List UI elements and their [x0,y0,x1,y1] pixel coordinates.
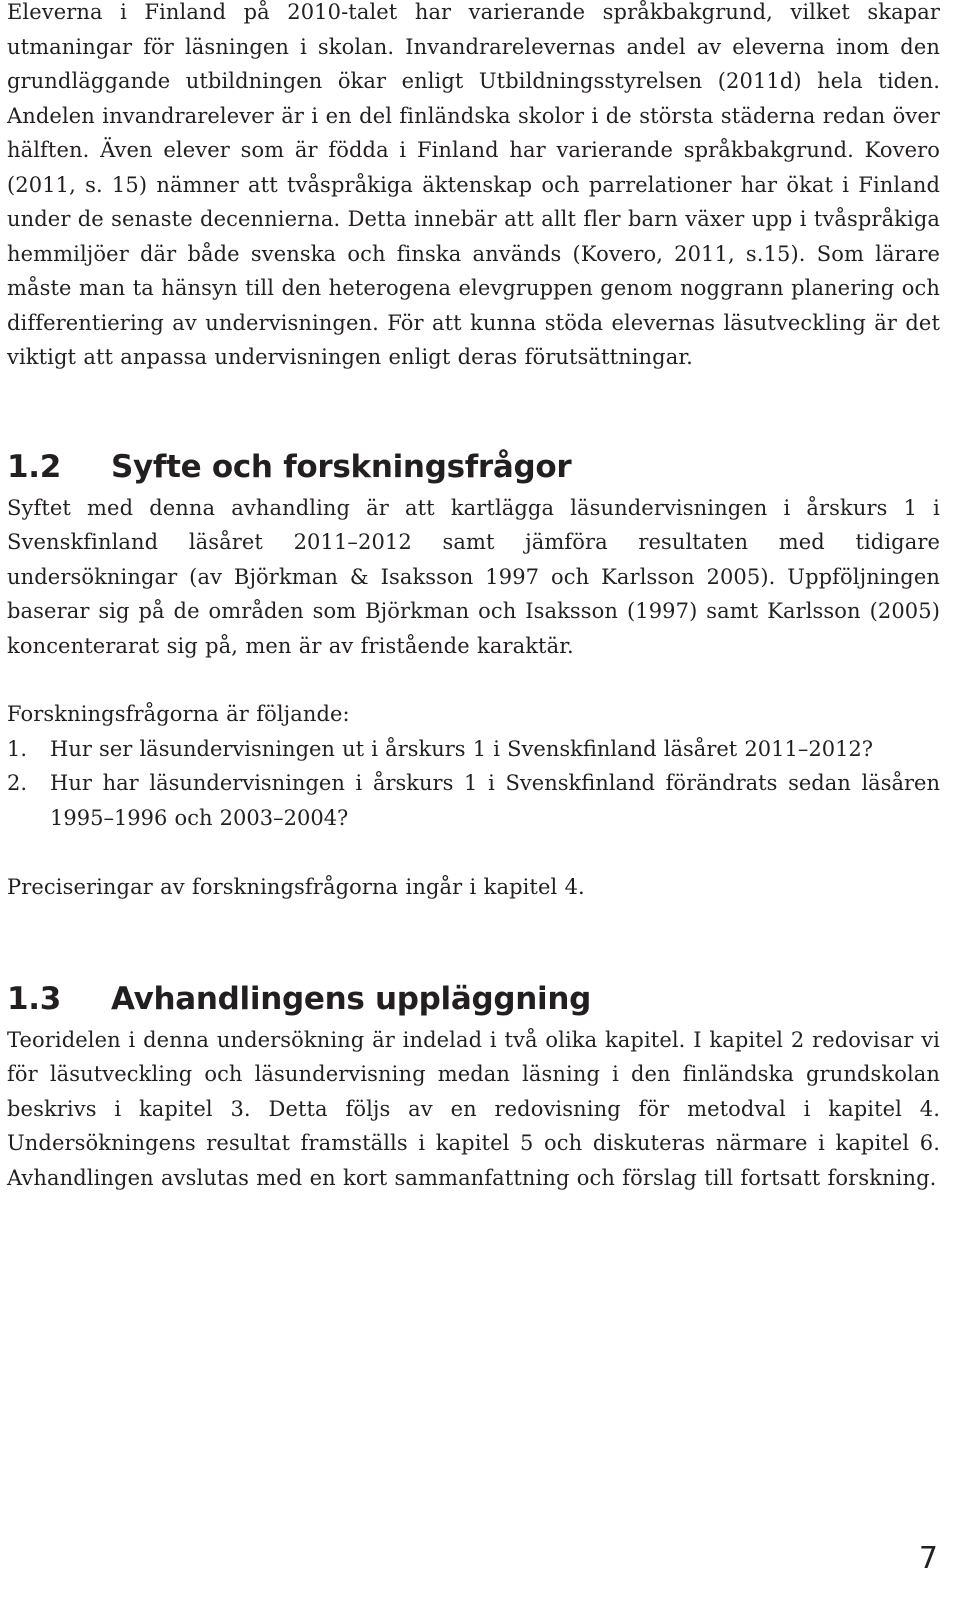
section-1-3-paragraph: Teoridelen i denna undersökning är indelad i två olika kapitel. I kapitel 2 redovisar vi för läsutveckling och läsundervisning medan läsning i den finländska grundskolan beskrivs i kapitel 3. Detta följs av en redovisning för metodval i kapitel 4. Undersökningens resultat framställs i kapitel 5 och diskuteras närmare i kapitel 6. Avhandlingen avslutas med en kort sammanfattning och förslag till fortsatt forskning. [7,1027,940,1190]
list-item-text: Hur ser läsundervisningen ut i årskurs 1 i Svenskfinland läsåret 2011–2012? [50,736,874,761]
section-1-2-heading [7,447,940,487]
section-1-2-paragraph: Syftet med denna avhandling är att kartlägga läsundervisningen i årskurs 1 i Svenskfinland läsåret 2011–2012 samt jämföra resultaten med tidigare undersökningar (av Björkman & Isaksson 1997 och Karlsson 2005). Uppföljningen baserar sig på de områden som Björkman och Isaksson (1997) samt Karlsson (2005) koncenterarat sig på, men är av fristående karaktär. [7,495,940,658]
section-1-2-number: 1.2 [7,448,62,485]
list-item-marker: 2. [7,771,28,795]
intro-paragraph: Eleverna i Finland på 2010-talet har varierande språkbakgrund, vilket skapar utmaningar för läsningen i skolan. Invandrarelevernas andel av eleverna inom den grundläggande utbildningen ökar enligt Utbildningsstyrelsen (2011d) hela tiden. Andelen invandrarelever är i en del finländska skolor i de största städerna redan över hälften. Även elever som är födda i Finland har varierande språkbakgrund. Kovero (2011, s. 15) nämner att tvåspråkiga äktenskap och parrelationer har ökat i Finland under de senaste decennierna. Detta innebär att allt fler barn växer upp i tvåspråkiga hemmiljöer där både svenska och finska används (Kovero, 2011, s.15). Som lärare måste man ta hänsyn till den heterogena elevgruppen genom noggrann planering och differentiering av undervisningen. För att kunna stöda elevernas läsutveckling är det viktigt att anpassa undervisningen enligt deras förutsättningar. [7,0,940,369]
document-page [7,0,940,1195]
section-1-3-heading [7,979,940,1019]
page-number: 7 [918,1541,938,1576]
list-item-text: Hur har läsundervisningen i årskurs 1 i Svenskfinland förändrats sedan läsåren 1995–1996 och 2003–2004? [50,771,940,830]
research-questions-intro: Forskningsfrågorna är följande: [7,702,350,726]
section-1-3-number: 1.3 [7,980,62,1017]
list-item [7,732,940,767]
research-questions-closing: Preciseringar av forskningsfrågorna ingår i kapitel 4. [7,875,585,899]
section-1-3-title: Avhandlingens uppläggning [111,980,592,1017]
section-1-2-title: Syfte och forskningsfrågor [111,448,572,485]
list-item [7,766,940,835]
research-questions-list [7,732,940,836]
list-item-marker: 1. [7,736,28,761]
